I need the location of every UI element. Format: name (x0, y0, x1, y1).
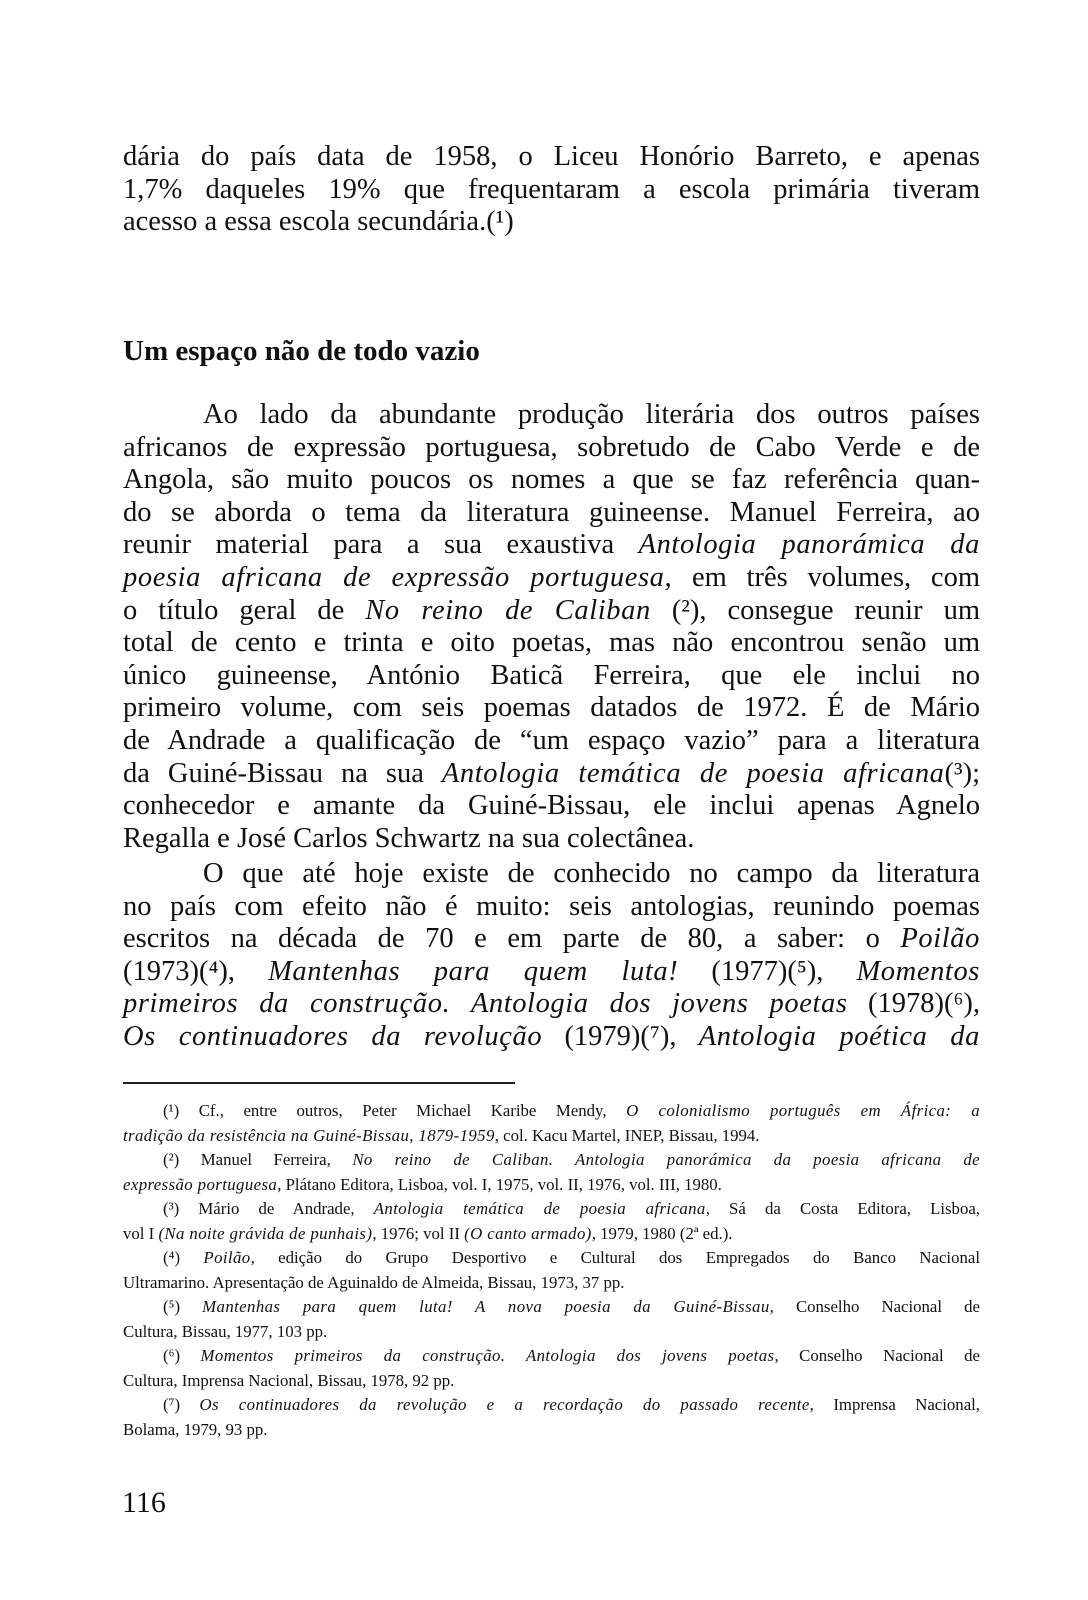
text-segment: Os continuadores da revolução e a recordação do passado recente (199, 1395, 810, 1414)
text-segment: no país com efeito não é muito: seis antologias, reunindo poemas (123, 890, 980, 922)
text-line (123, 529, 980, 562)
text-line (123, 432, 980, 465)
text-line (123, 1295, 980, 1320)
text-line (123, 692, 980, 725)
text-line (123, 725, 980, 758)
text-segment: 1,7% daqueles 19% que frequentaram a escola primária tiveram (123, 173, 980, 205)
text-segment: dária do país data de 1958, o Liceu Honório Barreto, e apenas (123, 141, 980, 172)
text-segment: Regalla e José Carlos Schwartz na sua colectânea. (123, 822, 695, 854)
text-segment: o título geral de (123, 594, 366, 626)
text-line (123, 562, 980, 595)
text-segment: Momentos primeiros da construção. Antologia dos jovens poetas (200, 1346, 775, 1365)
text-segment: O que até hoje existe de conhecido no campo da literatura (203, 858, 980, 889)
intro-paragraph (123, 141, 980, 239)
paragraph-1 (123, 399, 980, 855)
text-line (123, 1320, 980, 1345)
section-heading: Um espaço não de todo vazio (123, 335, 480, 367)
text-line (123, 1222, 980, 1247)
text-line (123, 1124, 980, 1149)
text-line (123, 174, 980, 207)
text-segment: Os continuadores da revolução (123, 1020, 543, 1052)
text-segment: , Imprensa Nacional, (809, 1395, 980, 1414)
text-line (123, 823, 980, 856)
text-segment: único guineense, António Baticã Ferreira, que ele inclui no (123, 659, 980, 691)
text-segment: de Andrade a qualificação de “um espaço vazio” para a literatura (123, 724, 980, 756)
text-line (123, 595, 980, 628)
text-line (123, 923, 980, 956)
text-segment: Angola, são muito poucos os nomes a que se faz referência quan- (123, 464, 980, 496)
text-segment: , col. Kacu Martel, INEP, Bissau, 1994. (494, 1125, 760, 1145)
text-segment: No reino de Caliban. Antologia panorámica da poesia africana de (352, 1150, 981, 1169)
text-line (123, 956, 980, 989)
text-segment: (¹) Cf., entre outros, Peter Michael Karibe Mendy, (163, 1101, 627, 1120)
text-line (123, 1418, 980, 1443)
text-segment: poesia africana de expressão portuguesa, (123, 561, 673, 593)
text-segment: Ultramarino. Apresentação de Aguinaldo de Almeida, Bissau, 1973, 37 pp. (123, 1272, 625, 1292)
text-segment: (³); (944, 757, 980, 789)
text-line (123, 1393, 980, 1418)
text-segment: Mantenhas para quem luta! (268, 955, 679, 987)
text-segment: (O canto armado) (464, 1223, 592, 1243)
text-segment: (²) Manuel Ferreira, (163, 1150, 353, 1169)
footnote-separator (123, 1082, 515, 1084)
text-segment: do se aborda o tema da literatura guineense. Manuel Ferreira, ao (123, 496, 980, 528)
text-segment: total de cento e trinta e oito poetas, mas não encontrou senão um (123, 627, 980, 659)
text-segment: , Conselho Nacional de (774, 1346, 980, 1365)
text-segment: , Conselho Nacional de (769, 1297, 980, 1316)
text-segment: , 1976; vol II (372, 1223, 465, 1243)
text-line (123, 1271, 980, 1296)
text-segment: Antologia panorámica da (638, 529, 980, 561)
text-segment: (²), consegue reunir um (650, 594, 980, 626)
text-line (123, 141, 980, 174)
footnote (123, 1295, 980, 1344)
text-segment: (Na noite grávida de punhais) (158, 1223, 373, 1243)
text-segment: primeiros da construção. Antologia dos jovens poetas (123, 988, 848, 1020)
text-segment: primeiro volume, com seis poemas datados de 1972. É de Mário (123, 692, 980, 724)
text-segment: tradição da resistência na Guiné-Bissau, 1879-1959 (123, 1125, 495, 1145)
footnote (123, 1197, 980, 1246)
text-segment: acesso a essa escola secundária.(¹) (123, 206, 514, 238)
text-line (123, 988, 980, 1021)
text-segment: Antologia temática de poesia africana (441, 757, 945, 789)
text-segment: (1979)(⁷), (542, 1020, 699, 1052)
text-segment: Antologia temática de poesia africana (373, 1199, 706, 1218)
text-segment: Cultura, Bissau, 1977, 103 pp. (123, 1321, 328, 1341)
text-segment: (⁷) (163, 1395, 200, 1414)
text-segment: (1978)(⁶), (847, 988, 980, 1020)
text-line (123, 399, 980, 432)
text-segment: (⁶) (163, 1346, 201, 1365)
text-segment: , Sá da Costa Editora, Lisboa, (705, 1199, 980, 1218)
footnote (123, 1344, 980, 1393)
text-segment: (³) Mário de Andrade, (163, 1199, 374, 1218)
text-segment: (1977)(⁵), (678, 955, 857, 987)
text-segment: O colonialismo português em África: a (626, 1101, 980, 1120)
text-line (123, 1369, 980, 1394)
text-line (123, 627, 980, 660)
footnote (123, 1148, 980, 1197)
text-segment: Poilão (900, 923, 980, 955)
text-segment: Cultura, Imprensa Nacional, Bissau, 1978, 92 pp. (123, 1370, 455, 1390)
text-segment: Mantenhas para quem luta! A nova poesia da Guiné-Bissau (202, 1297, 770, 1316)
text-segment: escritos na década de 70 e em parte de 80, a saber: o (123, 923, 901, 955)
text-line (123, 660, 980, 693)
text-segment: Antologia poética da (698, 1020, 980, 1052)
page-number: 116 (122, 1486, 166, 1519)
text-segment: (⁵) (163, 1297, 203, 1316)
text-line (123, 1099, 980, 1124)
text-segment: (1973)(⁴), (123, 955, 269, 987)
paragraph-2 (123, 858, 980, 1054)
footnote (123, 1246, 980, 1295)
text-segment: expressão portuguesa (123, 1174, 278, 1194)
footnote (123, 1099, 980, 1148)
text-line (123, 858, 980, 891)
text-line (123, 1197, 980, 1222)
text-segment: conhecedor e amante da Guiné-Bissau, ele inclui apenas Agnelo (123, 790, 980, 822)
text-segment: No reino de Caliban (365, 594, 651, 626)
text-line (123, 1021, 980, 1054)
text-segment: Bolama, 1979, 93 pp. (123, 1419, 268, 1439)
text-segment: Ao lado da abundante produção literária dos outros países (203, 399, 980, 430)
footnote (123, 1393, 980, 1442)
text-segment: , 1979, 1980 (2ª ed.). (591, 1223, 733, 1243)
footnotes (123, 1099, 980, 1442)
text-line (123, 206, 980, 239)
text-segment: Momentos (856, 955, 980, 987)
text-line (123, 758, 980, 791)
text-segment: da Guiné-Bissau na sua (123, 757, 442, 789)
text-line (123, 891, 980, 924)
text-segment: em três volumes, com (672, 561, 980, 593)
text-line (123, 464, 980, 497)
text-line (123, 1344, 980, 1369)
text-line (123, 1148, 980, 1173)
text-segment: Poilão (203, 1248, 251, 1267)
text-segment: , Plátano Editora, Lisboa, vol. I, 1975, vol. II, 1976, vol. III, 1980. (277, 1174, 722, 1194)
text-line (123, 790, 980, 823)
text-line (123, 497, 980, 530)
text-line (123, 1173, 980, 1198)
text-segment: reunir material para a sua exaustiva (123, 529, 639, 561)
text-segment: africanos de expressão portuguesa, sobretudo de Cabo Verde e de (123, 431, 980, 463)
text-segment: (⁴) (163, 1248, 204, 1267)
text-segment: , edição do Grupo Desportivo e Cultural dos Empregados do Banco Nacional (250, 1248, 980, 1267)
text-line (123, 1246, 980, 1271)
text-segment: vol I (123, 1223, 159, 1243)
